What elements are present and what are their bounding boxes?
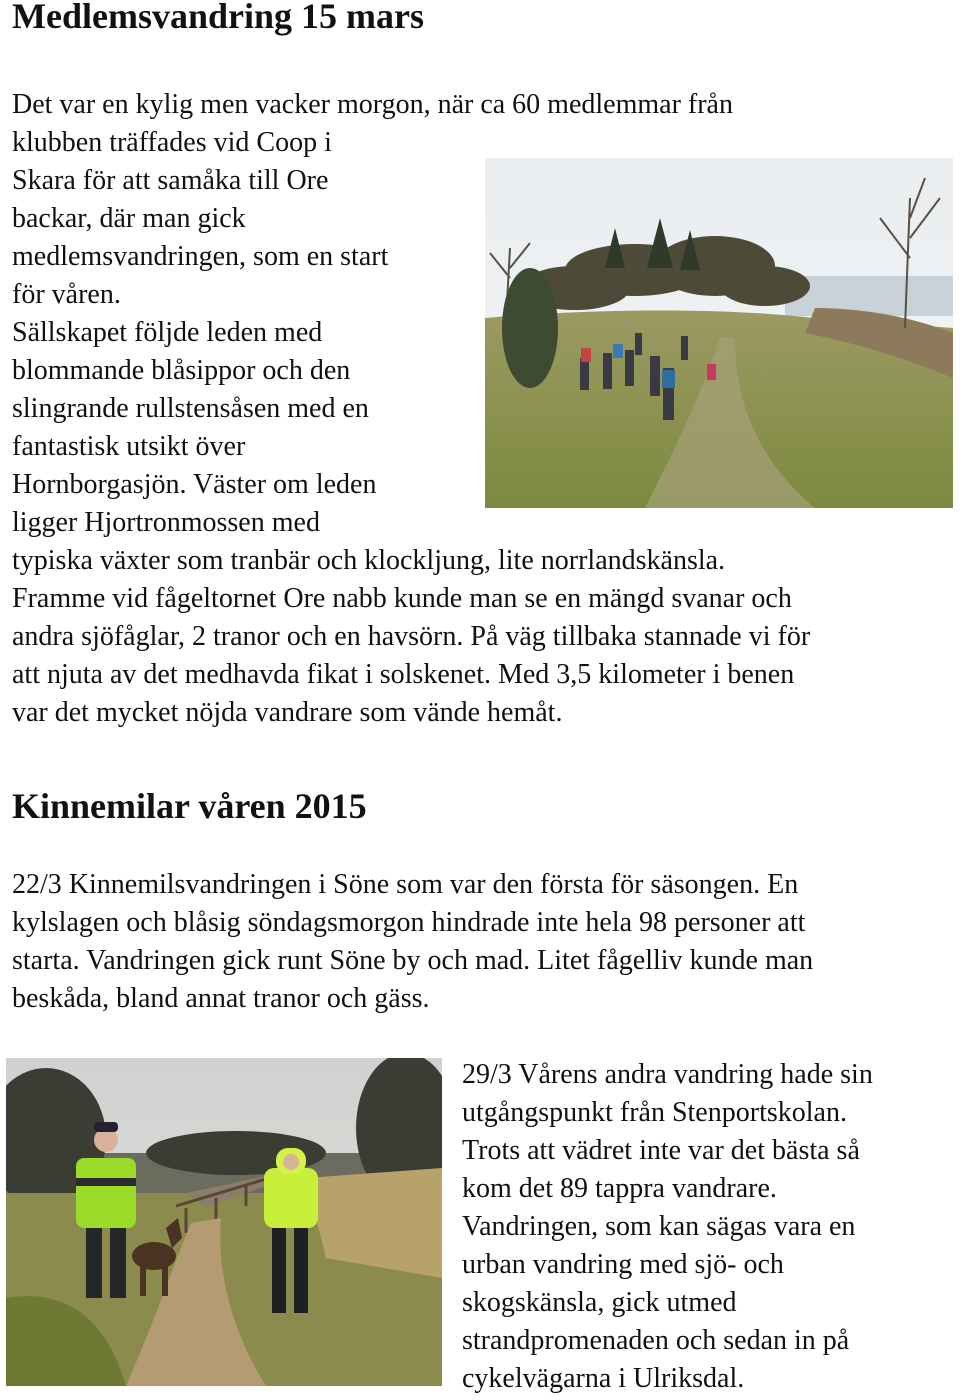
paragraph-line: starta. Vandringen gick runt Söne by och mad. Litet fågelliv kunde man: [12, 945, 814, 976]
guards-with-dog-photo: [6, 1058, 442, 1386]
paragraph-line: klubben träffades vid Coop i: [12, 127, 332, 158]
paragraph-line: andra sjöfåglar, 2 tranor och en havsörn. På väg tillbaka stannade vi för: [12, 621, 811, 652]
hikers-on-ridge-photo: [485, 158, 953, 508]
paragraph-line: Framme vid fågeltornet Ore nabb kunde man se en mängd svanar och: [12, 583, 792, 614]
paragraph-line: cykelvägarna i Ulriksdal.: [462, 1363, 745, 1394]
paragraph-line: Det var en kylig men vacker morgon, när ca 60 medlemmar från: [12, 89, 733, 120]
paragraph-line: skogskänsla, gick utmed: [462, 1287, 737, 1318]
paragraph-line: fantastisk utsikt över: [12, 431, 246, 462]
heading-medlemsvandring: Medlemsvandring 15 mars: [12, 0, 424, 36]
paragraph-line: 22/3 Kinnemilsvandringen i Söne som var den första för säsongen. En: [12, 869, 799, 900]
paragraph-line: kom det 89 tappra vandrare.: [462, 1173, 777, 1204]
paragraph-line: ligger Hjortronmossen med: [12, 507, 320, 538]
paragraph-line: Sällskapet följde leden med: [12, 317, 323, 348]
paragraph-line: 29/3 Vårens andra vandring hade sin: [462, 1059, 873, 1090]
paragraph-line: kylslagen och blåsig söndagsmorgon hindrade inte hela 98 personer att: [12, 907, 806, 938]
paragraph-line: för våren.: [12, 279, 121, 310]
paragraph-line: beskåda, bland annat tranor och gäss.: [12, 983, 430, 1014]
paragraph-line: backar, där man gick: [12, 203, 246, 234]
paragraph-line: typiska växter som tranbär och klockljung, lite norrlandskänsla.: [12, 545, 726, 576]
paragraph-line: var det mycket nöjda vandrare som vände hemåt.: [12, 697, 563, 728]
paragraph-line: att njuta av det medhavda fikat i solskenet. Med 3,5 kilometer i benen: [12, 659, 795, 690]
paragraph-line: medlemsvandringen, som en start: [12, 241, 389, 272]
heading-kinnemilar: Kinnemilar våren 2015: [12, 786, 367, 826]
paragraph-line: utgångspunkt från Stenportskolan.: [462, 1097, 847, 1128]
paragraph-line: Skara för att samåka till Ore: [12, 165, 329, 196]
paragraph-line: slingrande rullstensåsen med en: [12, 393, 369, 424]
paragraph-line: urban vandring med sjö- och: [462, 1249, 784, 1280]
paragraph-line: Hornborgasjön. Väster om leden: [12, 469, 377, 500]
paragraph-line: blommande blåsippor och den: [12, 355, 351, 386]
paragraph-line: strandpromenaden och sedan in på: [462, 1325, 850, 1356]
paragraph-line: Vandringen, som kan sägas vara en: [462, 1211, 856, 1242]
paragraph-line: Trots att vädret inte var det bästa så: [462, 1135, 860, 1166]
